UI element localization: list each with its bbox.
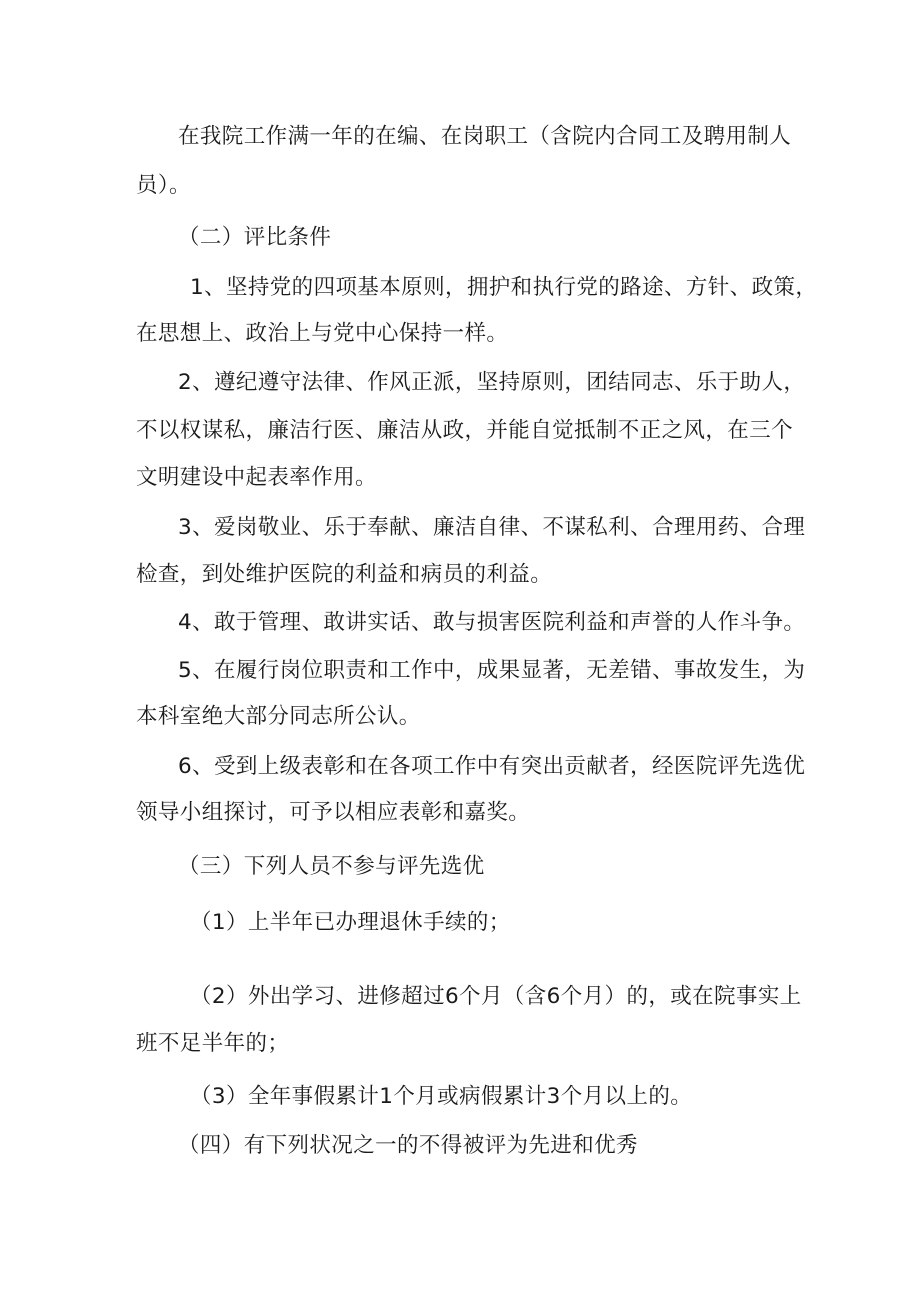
criteria-item-2-line-1: 2、遵纪遵守法律、作风正派，坚持原则，团结同志、乐于助人， — [178, 370, 806, 395]
criteria-item-1-line-1: 1、坚持党的四项基本原则，拥护和执行党的路途、方针、政策， — [190, 275, 818, 300]
criteria-item-2-line-2: 不以权谋私，廉洁行医、廉洁从政，并能自觉抵制不正之风，在三个 — [136, 418, 794, 443]
criteria-item-3-line-1: 3、爱岗敬业、乐于奉献、廉洁自律、不谋私利、合理用药、合理 — [178, 515, 806, 540]
criteria-item-5-line-2: 本科室绝大部分同志所公认。 — [136, 704, 421, 729]
section-heading-disqualifications: （四）有下列状况之一的不得被评为先进和优秀 — [178, 1133, 638, 1158]
text-line-eligibility-2: 员）。 — [136, 173, 191, 198]
criteria-item-4: 4、敢于管理、敢讲实话、敢与损害医院利益和声誉的人作斗争。 — [178, 610, 806, 635]
criteria-item-1-line-2: 在思想上、政治上与党中心保持一样。 — [136, 321, 509, 346]
exclusion-item-3: （3）全年事假累计1个月或病假累计3个月以上的。 — [190, 1084, 693, 1109]
exclusion-item-2-line-1: （2）外出学习、进修超过6个月（含6个月）的，或在院事实上 — [190, 984, 802, 1009]
section-heading-exclusions: （三）下列人员不参与评先选优 — [178, 854, 485, 879]
exclusion-item-2-line-2: 班不足半年的； — [136, 1031, 290, 1056]
criteria-item-2-line-3: 文明建设中起表率作用。 — [136, 465, 377, 490]
criteria-item-6-line-2: 领导小组探讨，可予以相应表彰和嘉奖。 — [136, 800, 531, 825]
text-line-eligibility-1: 在我院工作满一年的在编、在岗职工（含院内合同工及聘用制人 — [178, 124, 792, 149]
criteria-item-5-line-1: 5、在履行岗位职责和工作中，成果显著，无差错、事故发生，为 — [178, 658, 806, 683]
section-heading-criteria: （二）评比条件 — [178, 225, 332, 250]
criteria-item-6-line-1: 6、受到上级表彰和在各项工作中有突出贡献者，经医院评先选优 — [178, 754, 806, 779]
exclusion-item-1: （1）上半年已办理退休手续的； — [190, 910, 511, 935]
criteria-item-3-line-2: 检查，到处维护医院的利益和病员的利益。 — [136, 562, 553, 587]
